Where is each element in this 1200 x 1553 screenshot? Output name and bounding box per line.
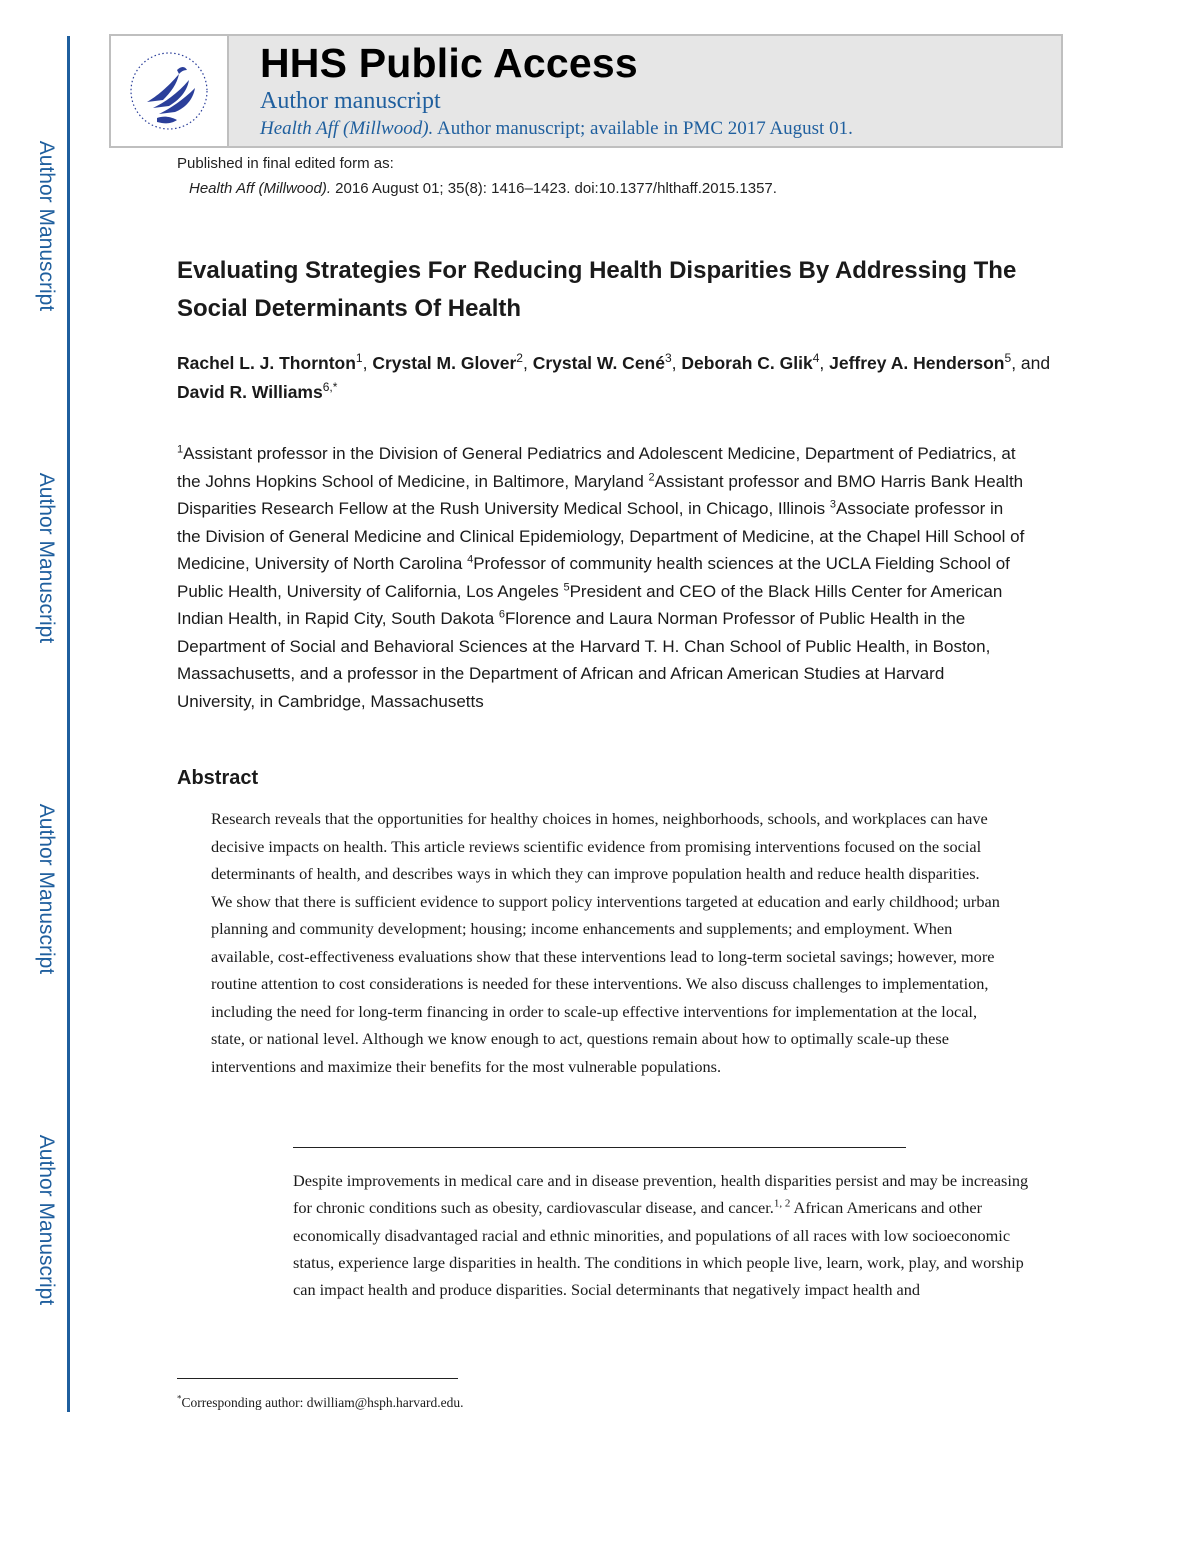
author-name: Crystal M. Glover bbox=[372, 353, 517, 373]
author-affiliation-mark: 6,* bbox=[322, 380, 338, 395]
affiliations bbox=[177, 440, 1027, 715]
author-affiliation-mark: 5 bbox=[1004, 351, 1012, 366]
affiliation-text: Assistant professor and BMO Harris Bank Health Disparities Research Fellow at the Rush University Medical School, in Chicago, Illinois bbox=[177, 471, 1024, 518]
footnote bbox=[177, 1395, 464, 1411]
author-list: Rachel L. J. Thornton$^1$, Crystal M. Glover$^2$, Crystal W. Cené$^3$, Deborah C. Glik$^4$, Jeffrey A. Henderson$^5$, and David R. Williams$^{6,*}$ bbox=[177, 351, 1051, 402]
published-citation bbox=[189, 180, 777, 197]
hhs-header bbox=[109, 34, 1063, 148]
journal-name: Health Aff (Millwood). bbox=[260, 118, 434, 139]
section-divider bbox=[293, 1147, 906, 1148]
footnote-mark: * bbox=[177, 1393, 182, 1404]
body-paragraph bbox=[293, 1167, 1033, 1303]
availability-line bbox=[260, 118, 853, 140]
affiliation-mark: 6 bbox=[498, 608, 506, 621]
affiliation-mark: 2 bbox=[648, 470, 655, 483]
affiliation-text: Assistant professor in the Division of General Pediatrics and Adolescent Medicine, Department of Pediatrics, at the Johns Hopkins School of Medicine, in Baltimore, Maryland bbox=[177, 444, 1016, 491]
affiliation-mark: 1 bbox=[177, 443, 184, 456]
affiliation-mark: 4 bbox=[467, 553, 474, 566]
author-name: Rachel L. J. Thornton bbox=[177, 353, 356, 373]
reference-mark: 1, 2 bbox=[773, 1197, 791, 1210]
author-name: Crystal W. Cené bbox=[532, 353, 665, 373]
affiliation-mark: 5 bbox=[563, 580, 570, 593]
hhs-public-access-title: HHS Public Access bbox=[260, 40, 638, 86]
author-name: David R. Williams bbox=[177, 382, 323, 402]
margin-rule bbox=[67, 36, 70, 1412]
abstract-text: Research reveals that the opportunities for healthy choices in homes, neighborhoods, schools, and workplaces can have decisive impacts on health. This article reviews scientific evidence from promising interventions focused on the social determinants of health, and describes ways in which they can improve population health and reduce health disparities. We show that there is sufficient evidence to support policy interventions targeted at education and early childhood; urban planning and community development; housing; income enhancements and supplements; and employment. When available, cost-effectiveness evaluations show that these interventions lead to long-term societal savings; however, more routine attention to cost considerations is needed for these interventions. We also discuss challenges to implementation, including the need for long-term financing in order to scale-up effective interventions for implementation at the local, state, or national level. Although we know enough to act, questions remain about how to optimally scale-up these interventions and maximize their benefits for the most vulnerable populations. bbox=[211, 809, 1000, 1076]
availability-text: Author manuscript; available in PMC 2017 August 01. bbox=[433, 118, 853, 139]
affiliation-text: Associate professor in the Division of General Medicine and Clinical Epidemiology, Department of Medicine, at the Chapel Hill School of Medicine, University of North Carolina bbox=[177, 499, 1025, 573]
body-text-part: Despite improvements in medical care and in disease prevention, health disparities persist and may be increasing for chronic conditions such as obesity, cardiovascular disease, and cancer. bbox=[293, 1171, 1029, 1218]
citation-text: 2016 August 01; 35(8): 1416–1423. doi:10.1377/hlthaff.2015.1357. bbox=[331, 180, 777, 197]
body-text-part: African Americans and other economically disadvantaged racial and ethnic minorities, and populations of all races with low socioeconomic status, experience large disparities in health. The conditions in which people live, learn, work, play, and worship can impact health and produce disparities. Social determinants that negatively impact health and bbox=[293, 1198, 1024, 1300]
author-affiliation-mark: 3 bbox=[664, 351, 672, 366]
affiliation-text: Professor of community health sciences at the UCLA Fielding School of Public Health, University of California, Los Angeles bbox=[177, 554, 1010, 601]
footnote-text: Corresponding author: dwilliam@hsph.harvard.edu. bbox=[181, 1395, 464, 1410]
hhs-eagle-icon bbox=[127, 44, 211, 138]
author-name: Deborah C. Glik bbox=[681, 353, 813, 373]
author-manuscript-label: Author manuscript bbox=[260, 88, 441, 114]
published-label: Published in final edited form as: bbox=[177, 155, 394, 172]
hhs-logo bbox=[111, 36, 229, 146]
journal-name: Health Aff (Millwood). bbox=[189, 180, 331, 197]
affiliation-mark: 3 bbox=[829, 498, 837, 511]
abstract-heading: Abstract bbox=[177, 767, 259, 789]
author-affiliation-mark: 1 bbox=[355, 351, 363, 366]
footnote-divider bbox=[177, 1378, 458, 1379]
author-affiliation-mark: 4 bbox=[812, 351, 820, 366]
author-name: Jeffrey A. Henderson bbox=[829, 353, 1005, 373]
article-title: Evaluating Strategies For Reducing Health Disparities By Addressing The Social Determinants Of Health bbox=[177, 257, 1017, 322]
affiliation-text: Florence and Laura Norman Professor of Public Health in the Department of Social and Behavioral Sciences at the Harvard T. H. Chan School of Public Health, in Boston, Massachusetts, and a professor in the Department of African and African American Studies at Harvard University, in Cambridge, Massachusetts bbox=[177, 609, 991, 711]
affiliation-text: President and CEO of the Black Hills Center for American Indian Health, in Rapid City, South Dakota bbox=[177, 581, 1003, 628]
author-affiliation-mark: 2 bbox=[516, 351, 523, 366]
